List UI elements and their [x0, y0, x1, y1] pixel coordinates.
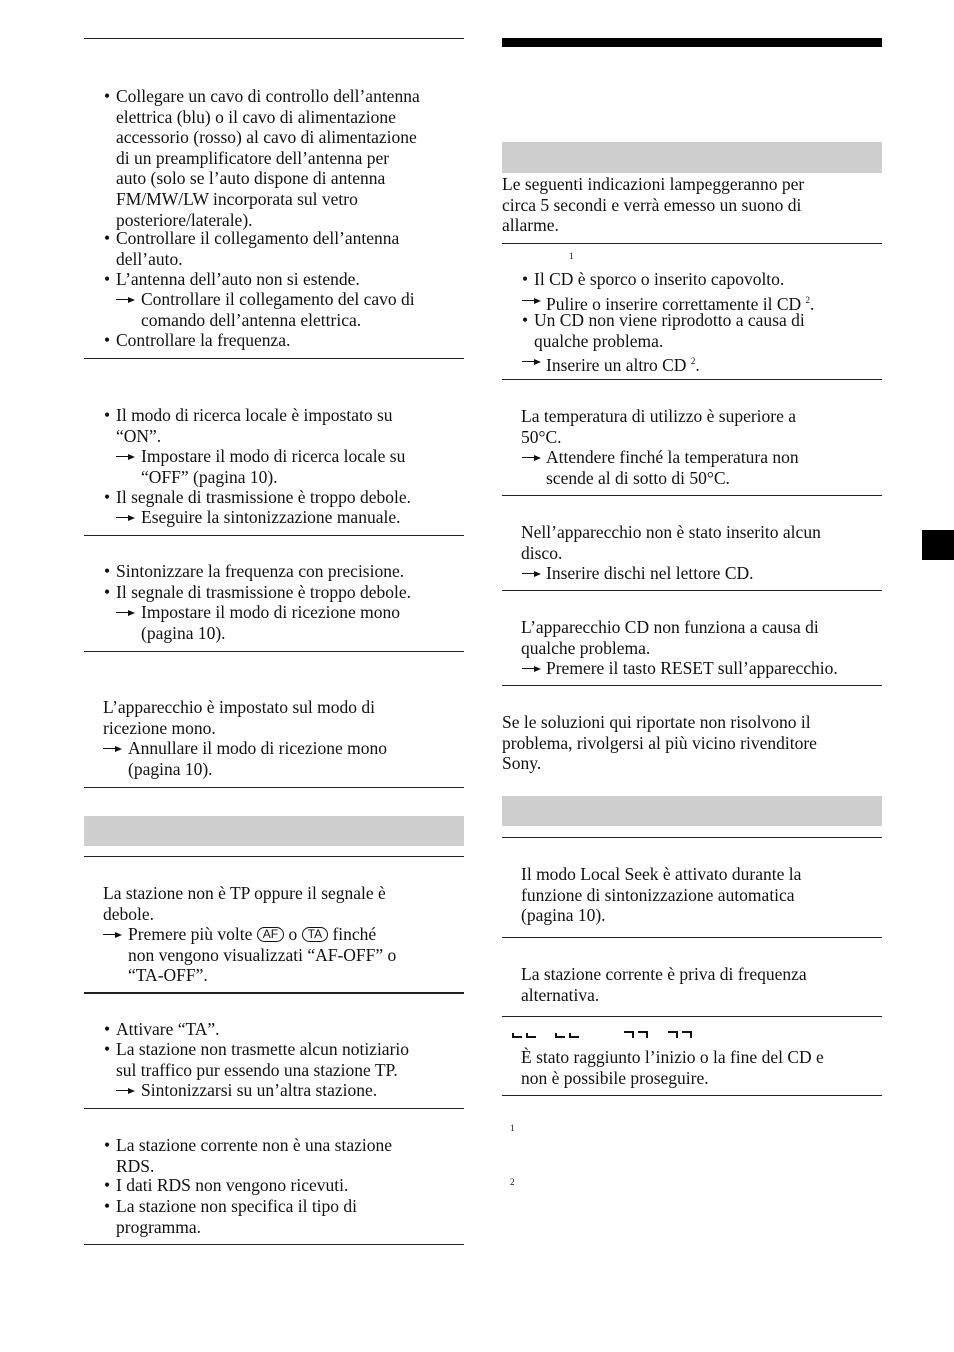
divider	[84, 651, 464, 652]
cause-text: La stazione corrente è priva di frequenza alternativa.	[521, 964, 807, 1005]
cause-text: Nell’apparecchio non è stato inserito alcun disco.	[521, 522, 821, 563]
remedy-text: Pulire o inserire correttamente il CD $^2$.	[546, 293, 815, 314]
remedy-text: Premere più volte AF o TA finché non vengono visualizzati “AF-OFF” o “TA-OFF”.	[128, 924, 397, 986]
divider	[84, 1244, 464, 1245]
bullet: •	[104, 1019, 111, 1039]
remedy-text: Controllare il collegamento del cavo di comando dell’antenna elettrica.	[141, 289, 415, 330]
display-segment-icon	[512, 1031, 538, 1038]
divider	[502, 590, 882, 591]
closing-text: Se le soluzioni qui riportate non risolvono il problema, rivolgersi al più vicino rivenditore Sony.	[502, 712, 817, 774]
arrow-icon	[522, 290, 544, 310]
cause-text: L’apparecchio è impostato sul modo di ricezione mono.	[103, 697, 376, 738]
display-segment-icon	[668, 1031, 696, 1038]
divider	[502, 1095, 882, 1096]
arrow-icon	[116, 1080, 138, 1100]
remedy-text: Attendere finché la temperatura non scende al di sotto di 50°C.	[546, 447, 799, 488]
arrow-icon	[116, 507, 138, 527]
bullet: •	[522, 269, 529, 289]
cause-text: La stazione non è TP oppure il segnale è debole.	[103, 883, 386, 924]
cause-text: Il modo Local Seek è attivato durante la funzione di sintonizzazione automatica (pagina 10).	[521, 864, 802, 926]
divider	[84, 535, 464, 536]
bullet: •	[104, 228, 111, 248]
bullet-text: Il CD è sporco o inserito capovolto.	[534, 269, 785, 289]
bullet: •	[104, 86, 111, 106]
intro-text: Le seguenti indicazioni lampeggeranno per circa 5 secondi e verrà emesso un suono di allarme.	[502, 174, 805, 236]
arrow-icon	[116, 289, 138, 309]
bullet-text: Un CD non viene riprodotto a causa di qualche problema.	[534, 310, 805, 351]
bullet: •	[104, 561, 111, 581]
divider	[84, 787, 464, 788]
divider	[502, 1016, 882, 1017]
arrow-icon	[103, 738, 125, 758]
divider	[84, 992, 464, 994]
remedy-text: Eseguire la sintonizzazione manuale.	[141, 507, 401, 527]
footnote-marker: 1	[510, 1123, 515, 1133]
cause-text: La temperatura di utilizzo è superiore a 50°C.	[521, 406, 797, 447]
top-rule-left	[84, 38, 464, 39]
bullet-text: La stazione non trasmette alcun notiziario sul traffico pur essendo una stazione TP.	[116, 1039, 410, 1080]
bullet-text: I dati RDS non vengono ricevuti.	[116, 1175, 349, 1195]
remedy-text: Annullare il modo di ricezione mono (pagina 10).	[128, 738, 388, 779]
arrow-icon	[522, 351, 544, 371]
bullet-text: Il segnale di trasmissione è troppo debole.	[116, 582, 411, 602]
divider	[84, 1108, 464, 1109]
bullet-text: Il segnale di trasmissione è troppo debole.	[116, 487, 411, 507]
divider	[502, 685, 882, 686]
bullet-text: Attivare “TA”.	[116, 1019, 220, 1039]
footnote-marker: 1	[569, 251, 574, 261]
bullet: •	[104, 1196, 111, 1216]
cause-text: L’apparecchio CD non funziona a causa di qualche problema.	[521, 617, 819, 658]
bullet: •	[522, 310, 529, 330]
display-segment-icon	[555, 1031, 583, 1038]
bullet-text: La stazione corrente non è una stazione RDS.	[116, 1135, 392, 1176]
divider	[502, 937, 882, 938]
remedy-text: Premere il tasto RESET sull’apparecchio.	[546, 658, 838, 678]
section-top-bar	[502, 38, 882, 47]
remedy-text: Impostare il modo di ricezione mono (pagina 10).	[141, 602, 401, 643]
bullet-text: Il modo di ricerca locale è impostato su “ON”.	[116, 405, 393, 446]
ta-button-label: TA	[302, 927, 328, 942]
bullet-text: La stazione non specifica il tipo di programma.	[116, 1196, 358, 1237]
section-header-band	[84, 816, 464, 846]
bullet: •	[104, 269, 111, 289]
arrow-icon	[103, 924, 125, 944]
bullet-text: L’antenna dell’auto non si estende.	[116, 269, 360, 289]
remedy-text: Sintonizzarsi su un’altra stazione.	[141, 1080, 378, 1100]
divider	[502, 495, 882, 496]
bullet-text: Collegare un cavo di controllo dell’antenna elettrica (blu) o il cavo di alimentazione accessorio (rosso) al cavo di alimentazione di un preamplificatore dell’antenna per auto (solo se l’auto dispone di antenna FM/MW/LW incorporata sul vetro posteriore/laterale).	[116, 86, 420, 230]
bullet: •	[104, 487, 111, 507]
remedy-text: Inserire un altro CD $^2$.	[546, 354, 700, 375]
bullet-text: Sintonizzare la frequenza con precisione.	[116, 561, 405, 581]
af-button-label: AF	[257, 927, 284, 942]
bullet-text: Controllare il collegamento dell’antenna dell’auto.	[116, 228, 400, 269]
bullet: •	[104, 1135, 111, 1155]
page-edge-tab	[922, 530, 954, 560]
bullet: •	[104, 1039, 111, 1059]
bullet: •	[104, 1175, 111, 1195]
divider	[84, 856, 464, 857]
bullet: •	[104, 582, 111, 602]
arrow-icon	[116, 602, 138, 622]
arrow-icon	[116, 446, 138, 466]
arrow-icon	[522, 563, 544, 583]
bullet: •	[104, 330, 111, 350]
divider	[502, 243, 882, 244]
divider	[502, 379, 882, 380]
section-header-band	[502, 142, 882, 173]
cause-text: È stato raggiunto l’inizio o la fine del CD e non è possibile proseguire.	[521, 1047, 824, 1088]
remedy-text: Impostare il modo di ricerca locale su “OFF” (pagina 10).	[141, 446, 406, 487]
bullet: •	[104, 405, 111, 425]
arrow-icon	[522, 658, 544, 678]
remedy-text: Inserire dischi nel lettore CD.	[546, 563, 754, 583]
divider	[84, 358, 464, 359]
display-segment-icon	[624, 1031, 652, 1038]
section-header-band	[502, 796, 882, 826]
bullet-text: Controllare la frequenza.	[116, 330, 291, 350]
arrow-icon	[522, 447, 544, 467]
footnote-marker: 2	[510, 1177, 515, 1187]
divider	[502, 837, 882, 838]
